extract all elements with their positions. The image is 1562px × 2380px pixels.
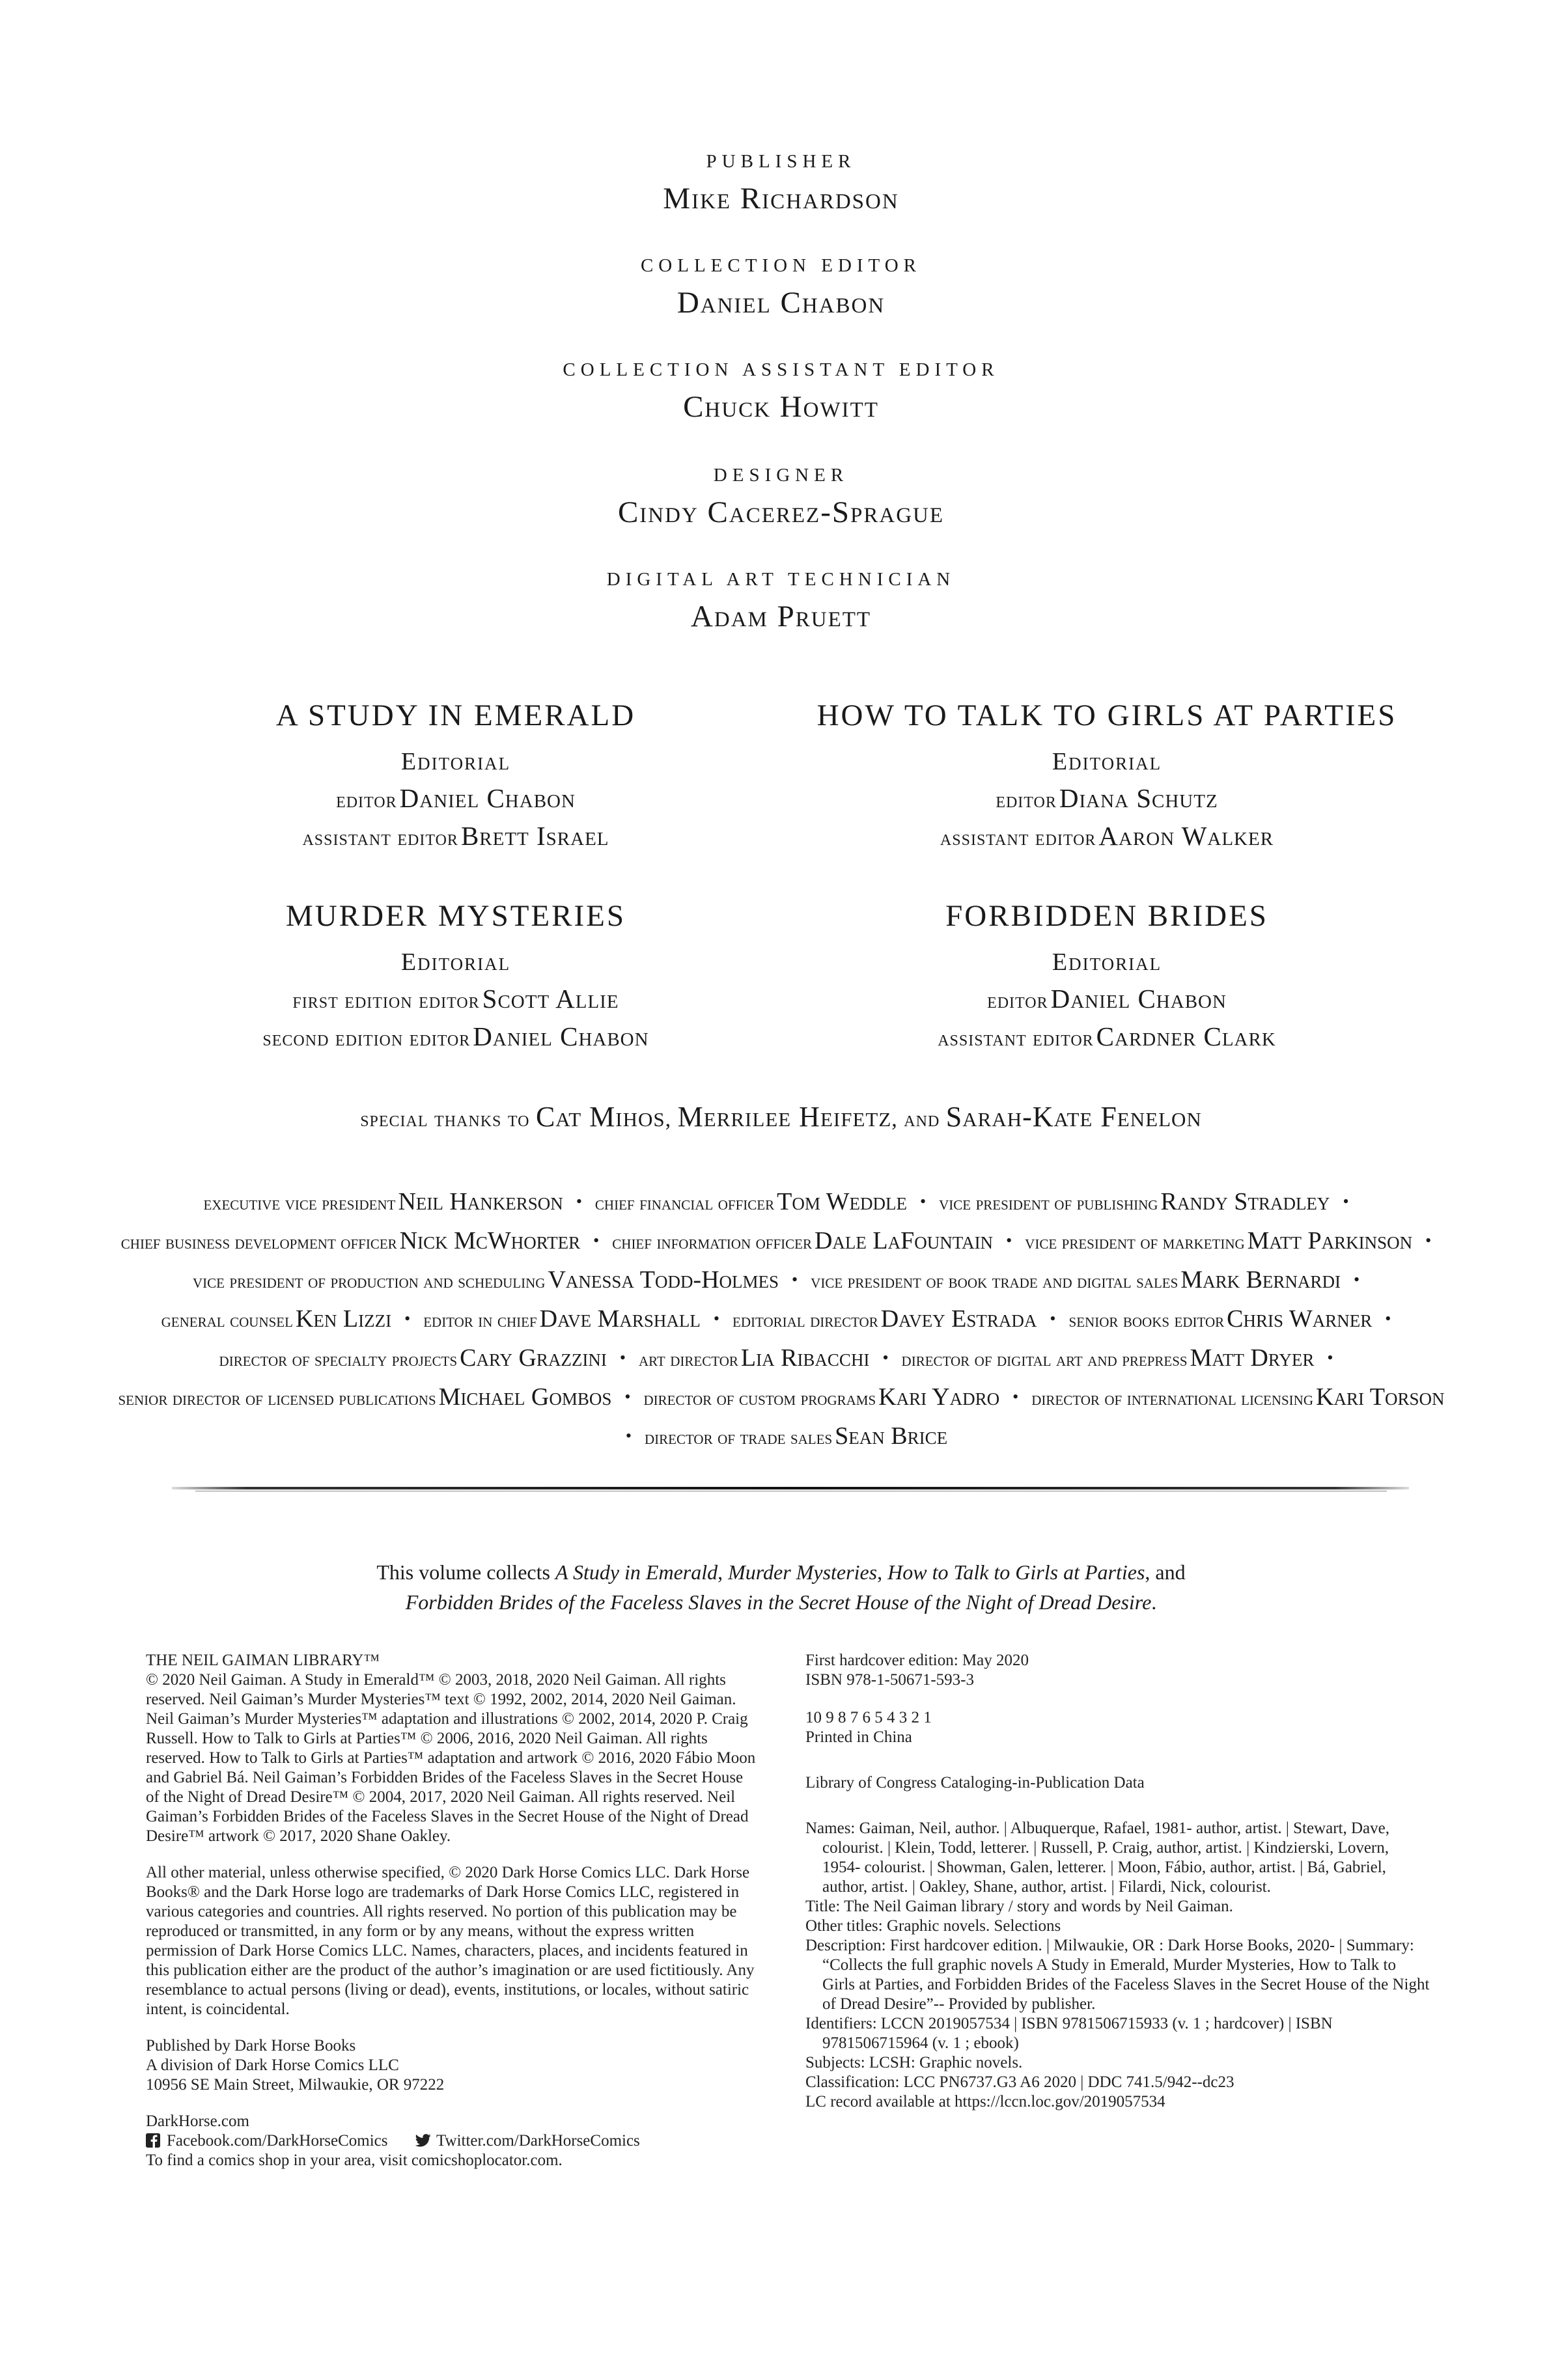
staff-title: director of custom programs [643,1388,876,1409]
cip-data [805,1819,1430,2112]
editor-name: Brett Israel [460,821,609,851]
punctuation: , and [1145,1560,1186,1584]
website-link[interactable]: DarkHorse.com [146,2112,249,2130]
credit-role-publisher: PUBLISHER [706,151,856,172]
staff-entry [1031,1383,1445,1411]
staff-name: Mark Bernardi [1180,1266,1341,1294]
editor-label: editor [336,788,397,812]
section-how-to-talk-to-girls [781,698,1432,851]
facebook-link[interactable]: Facebook.com/DarkHorseComics [167,2132,388,2150]
staff-title: vice president of publishing [939,1193,1158,1214]
staff-entry [192,1266,779,1294]
facebook-icon [146,2133,160,2148]
bullet-separator: • [404,1309,411,1328]
staff-name: Kari Yadro [878,1383,1000,1411]
staff-title: senior books editor [1068,1310,1225,1331]
editor-name: Cardner Clark [1096,1021,1276,1051]
twitter-link[interactable]: Twitter.com/DarkHorseComics [436,2132,640,2150]
section-subtitle: Editorial [400,748,511,775]
copyright-text: © 2020 Neil Gaiman. A Study in Emerald™ © 2003, 2018, 2020 Neil Gaiman. All rights reserved. Neil Gaiman’s Murder Mysteries™ text © 1992, 2002, 2014, 2020 Neil Gaiman. Neil Gaiman’s Murder Mysteries™ adaptation and illustrations © 2002, 2014, 2020 P. Craig Russell. How to Talk to Girls at Parties™ © 2006, 2016, 2020 Neil Gaiman. All rights reserved. How to Talk to Girls at Parties™ adaptation and artwork © 2016, 2020 Fábio Moon and Gabriel Bá. Neil Gaiman’s Forbidden Brides of the Faceless Slaves in the Secret House of the Night of Dread Desire™ © 2004, 2017, 2020 Neil Gaiman. All rights reserved. Neil Gaiman’s Forbidden Brides of the Faceless Slaves in the Secret House of the Night of Dread Desire™ artwork © 2017, 2020 Shane Oakley. [146,1671,756,1845]
staff-title: executive vice president [203,1193,396,1214]
thanks-prefix: special thanks to [360,1107,530,1131]
section-title: FORBIDDEN BRIDES [945,899,1268,933]
section-murder-mysteries [130,898,781,1052]
staff-entry [1068,1305,1373,1333]
publisher-address: 10956 SE Main Street, Milwaukie, OR 97222 [146,2076,445,2094]
staff-title: director of trade sales [644,1427,833,1448]
staff-entry [161,1305,392,1333]
editor-name: Scott Allie [482,984,619,1014]
editor-name: Daniel Chabon [473,1021,649,1051]
bullet-separator: • [1385,1309,1391,1328]
punctuation: , [718,1560,723,1584]
staff-entry [203,1188,563,1215]
thanks-separator: , [665,1107,672,1131]
editor-name: Diana Schutz [1059,783,1218,813]
thanks-name: Sarah-Kate Fenelon [945,1101,1202,1133]
editor-line [130,820,781,851]
editor-label: second edition editor [262,1027,471,1051]
credit-name-designer: Cindy Cacerez-Sprague [617,495,945,529]
staff-name: Kari Torson [1316,1383,1445,1411]
bullet-separator: • [1006,1231,1012,1250]
staff-title: senior director of licensed publications [118,1388,436,1409]
cip-line: Identifiers: LCCN 2019057534 | ISBN 9781506715933 (v. 1 ; hardcover) | ISBN 9781506715964 (v. 1 ; ebook) [805,2015,1333,2052]
printed-in: Printed in China [805,1728,912,1746]
staff-name: Chris Warner [1227,1305,1373,1333]
thanks-name: Merrilee Heifetz [677,1101,892,1133]
social-links [146,2131,758,2151]
editor-label: first edition editor [292,989,480,1013]
staff-name: Dale LaFountain [814,1227,994,1254]
cip-line: Subjects: LCSH: Graphic novels. [805,2054,1023,2071]
punctuation: , [877,1560,883,1584]
credit-role-designer: DESIGNER [713,465,849,486]
collected-title: A Study in Emerald [555,1560,718,1584]
section-title: A STUDY IN EMERALD [275,699,636,732]
staff-name: Michael Gombos [438,1383,612,1411]
punctuation: . [1151,1590,1157,1614]
cip-line: LC record available at https://lccn.loc.gov/2019057534 [805,2093,1165,2110]
staff-name: Neil Hankerson [398,1188,563,1215]
cip-line: Classification: LCC PN6737.G3 A6 2020 | DDC 741.5/942--dc23 [805,2073,1234,2091]
bullet-separator: • [1425,1231,1432,1250]
editor-line [130,782,781,814]
staff-name: Lia Ribacchi [740,1344,870,1372]
staff-entry [643,1383,1000,1411]
staff-entry [594,1188,907,1215]
collected-title: How to Talk to Girls at Parties [887,1560,1145,1584]
staff-entry [1025,1227,1413,1254]
section-title: HOW TO TALK TO GIRLS AT PARTIES [816,699,1397,732]
staff-title: chief information officer [612,1232,812,1253]
publication-data-block [805,1651,1430,2112]
cip-line: Description: First hardcover edition. | Milwaukie, OR : Dark Horse Books, 2020- | Summary: “Collects the full graphic novels A Study in Emerald, Murder Mysteries, How to Talk to Girls at Parties, and Forbidden Brides of the Faceless Slaves in the Secret House of the Night of Dread Desire”-- Provided by publisher. [805,1937,1430,2013]
staff-entry [120,1227,581,1254]
twitter-icon [415,2133,430,2148]
collects-prefix: This volume collects [376,1560,550,1584]
staff-entry [219,1344,607,1372]
credit-name-collection-editor: Daniel Chabon [676,286,886,320]
staff-name: Sean Brice [835,1422,948,1450]
section-forbidden-brides [781,898,1432,1052]
staff-entry [423,1305,701,1333]
bullet-separator: • [576,1192,582,1211]
bullet-separator: • [593,1231,600,1250]
staff-entry [901,1344,1315,1372]
editor-name: Daniel Chabon [399,783,576,813]
editor-label: assistant editor [938,1027,1094,1051]
bullet-separator: • [1012,1387,1019,1406]
staff-name: Davey Estrada [880,1305,1037,1333]
section-study-in-emerald [130,698,781,851]
staff-name: Vanessa Todd-Holmes [548,1266,779,1294]
editor-name: Daniel Chabon [1050,984,1227,1014]
editor-name: Aaron Walker [1098,821,1274,851]
staff-title: director of digital art and prepress [901,1349,1188,1370]
section-subtitle: Editorial [400,948,511,976]
staff-title: vice president of marketing [1025,1232,1245,1253]
staff-entry [644,1422,948,1450]
staff-title: editorial director [732,1310,878,1331]
copyright-block [146,1651,758,2170]
credit-name-digital-art-technician: Adam Pruett [690,600,872,633]
staff-entry [939,1188,1330,1215]
staff-title: vice president of book trade and digital sales [811,1271,1178,1292]
staff-name: Ken Lizzi [295,1305,392,1333]
special-thanks [0,1100,1562,1133]
bullet-separator: • [792,1270,798,1289]
thanks-name: Cat Mihos [535,1101,665,1133]
editor-label: assistant editor [302,826,458,850]
publisher-division: A division of Dark Horse Comics LLC [146,2056,399,2074]
shop-locator-text: To find a comics shop in your area, visit comicshoplocator.com. [146,2152,563,2169]
staff-name: Tom Weddle [777,1188,907,1215]
staff-title: director of specialty projects [219,1349,458,1370]
credit-role-collection-editor: COLLECTION EDITOR [640,255,922,276]
edition-text: First hardcover edition: May 2020 [805,1652,1029,1669]
published-by: Published by Dark Horse Books [146,2037,356,2055]
staff-entry [612,1227,994,1254]
collected-title: Murder Mysteries [728,1560,878,1584]
section-subtitle: Editorial [1052,948,1162,976]
staff-title: director of international licensing [1031,1388,1314,1409]
staff-title: vice president of production and scheduling [192,1271,546,1292]
bullet-separator: • [920,1192,927,1211]
other-material-text: All other material, unless otherwise specified, © 2020 Dark Horse Comics LLC. Dark Horse Books® and the Dark Horse logo are trademarks of Dark Horse Comics LLC, registered in various categories and countries. All rights reserved. No portion of this publication may be reproduced or transmitted, in any form or by any means, without the express written permission of Dark Horse Comics LLC. Names, characters, places, and incidents featured in this publication either are the product of the author’s imagination or are used fictitiously. Any resemblance to actual persons (living or dead), events, institutions, or locales, without satiric intent, is coincidental. [146,1864,755,2018]
bullet-separator: • [625,1426,632,1445]
collected-title: Forbidden Brides of the Faceless Slaves in the Secret House of the Night of Dread Desire [405,1590,1152,1614]
staff-title: general counsel [161,1310,293,1331]
staff-list [104,1185,1458,1458]
staff-name: Matt Dryer [1190,1344,1315,1372]
staff-name: Matt Parkinson [1247,1227,1413,1254]
editor-label: assistant editor [940,826,1096,850]
staff-name: Cary Grazzini [460,1344,607,1372]
divider [172,1487,1409,1489]
cip-line: Other titles: Graphic novels. Selections [805,1917,1061,1935]
thanks-and: , and [891,1107,940,1131]
credit-role-digital-art-technician: DIGITAL ART TECHNICIAN [606,569,956,590]
bullet-separator: • [1343,1192,1349,1211]
editor-label: editor [987,989,1048,1013]
staff-entry [811,1266,1341,1294]
collects-statement [0,1557,1562,1617]
staff-entry [732,1305,1037,1333]
bullet-separator: • [624,1387,631,1406]
staff-title: art director [639,1349,738,1370]
cip-line: Names: Gaiman, Neil, author. | Albuquerque, Rafael, 1981- author, artist. | Stewart, Dave, colourist. | Klein, Todd, letterer. | Russell, P. Craig, author, artist. | Kindzierski, Lovern, 1954- colourist. | Showman, Galen, letterer. | Moon, Fábio, author, artist. | Bá, Gabriel, author, artist. | Oakley, Shane, author, artist. | Filardi, Nick, colourist. [805,1820,1389,1896]
section-subtitle: Editorial [1052,748,1162,775]
staff-entry [639,1344,870,1372]
bullet-separator: • [1327,1348,1333,1367]
staff-title: chief business development officer [120,1232,397,1253]
printing-line: 10 9 8 7 6 5 4 3 2 1 [805,1709,932,1726]
bullet-separator: • [882,1348,889,1367]
editor-line [781,820,1432,851]
editor-label: editor [996,788,1057,812]
editor-line [781,782,1432,814]
staff-name: Randy Stradley [1160,1188,1330,1215]
editor-line [781,1021,1432,1052]
credit-name-collection-assistant-editor: Chuck Howitt [683,390,879,424]
bullet-separator: • [619,1348,626,1367]
staff-name: Dave Marshall [539,1305,701,1333]
editor-line [130,1021,781,1052]
editor-line [130,983,781,1014]
editor-line [781,983,1432,1014]
loc-header: Library of Congress Cataloging-in-Publication Data [805,1774,1145,1792]
bullet-separator: • [1353,1270,1360,1289]
isbn-text: ISBN 978-1-50671-593-3 [805,1671,975,1689]
credit-name-publisher: Mike Richardson [663,182,899,215]
cip-line: Title: The Neil Gaiman library / story and words by Neil Gaiman. [805,1898,1233,1915]
staff-title: chief financial officer [594,1193,775,1214]
bullet-separator: • [713,1309,720,1328]
staff-entry [118,1383,612,1411]
staff-title: editor in chief [423,1310,537,1331]
library-title: THE NEIL GAIMAN LIBRARY™ [146,1652,380,1669]
bullet-separator: • [1050,1309,1056,1328]
staff-name: Nick McWhorter [399,1227,581,1254]
section-title: MURDER MYSTERIES [286,899,626,933]
credit-role-collection-assistant-editor: COLLECTION ASSISTANT EDITOR [563,359,999,380]
